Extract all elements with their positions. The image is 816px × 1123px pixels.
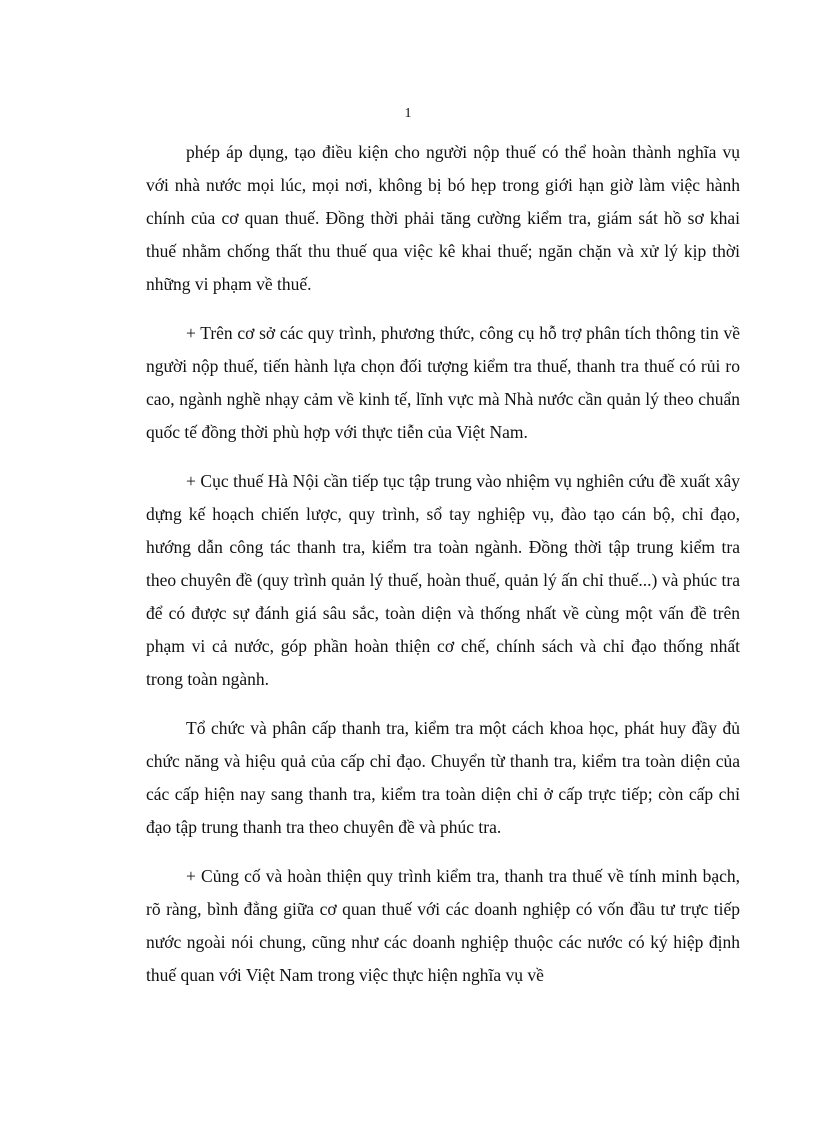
paragraph-3: + Cục thuế Hà Nội cần tiếp tục tập trung vào nhiệm vụ nghiên cứu đề xuất xây dựng kế hoạch chiến lược, quy trình, sổ tay nghiệp vụ, đào tạo cán bộ, chỉ đạo, hướng dẫn công tác thanh tra, kiểm tra toàn ngành. Đồng thời tập trung kiểm tra theo chuyên đề (quy trình quản lý thuế, hoàn thuế, quản lý ấn chỉ thuế...) và phúc tra để có được sự đánh giá sâu sắc, toàn diện và thống nhất về cùng một vấn đề trên phạm vi cả nước, góp phần hoàn thiện cơ chế, chính sách và chỉ đạo thống nhất trong toàn ngành. xyxy=(146,471,740,689)
page-number: 1 xyxy=(404,106,412,121)
paragraph-5: + Củng cố và hoàn thiện quy trình kiểm tra, thanh tra thuế về tính minh bạch, rõ ràng, bình đẳng giữa cơ quan thuế với các doanh nghiệp có vốn đầu tư trực tiếp nước ngoài nói chung, cũng như các doanh nghiệp thuộc các nước có ký hiệp định thuế quan với Việt Nam trong việc thực hiện nghĩa vụ về xyxy=(146,866,740,985)
paragraph-2: + Trên cơ sở các quy trình, phương thức, công cụ hỗ trợ phân tích thông tin về người nộp thuế, tiến hành lựa chọn đối tượng kiểm tra thuế, thanh tra thuế có rủi ro cao, ngành nghề nhạy cảm về kinh tế, lĩnh vực mà Nhà nước cần quản lý theo chuẩn quốc tế đồng thời phù hợp với thực tiễn của Việt Nam. xyxy=(146,323,740,442)
document-body xyxy=(146,136,740,992)
paragraph-1: phép áp dụng, tạo điều kiện cho người nộp thuế có thể hoàn thành nghĩa vụ với nhà nước mọi lúc, mọi nơi, không bị bó hẹp trong giới hạn giờ làm việc hành chính của cơ quan thuế. Đồng thời phải tăng cường kiểm tra, giám sát hồ sơ khai thuế nhằm chống thất thu thuế qua việc kê khai thuế; ngăn chặn và xử lý kịp thời những vi phạm về thuế. xyxy=(146,142,740,294)
paragraph-4: Tổ chức và phân cấp thanh tra, kiểm tra một cách khoa học, phát huy đầy đủ chức năng và hiệu quả của cấp chỉ đạo. Chuyển từ thanh tra, kiểm tra toàn diện của các cấp hiện nay sang thanh tra, kiểm tra toàn diện chỉ ở cấp trực tiếp; còn cấp chỉ đạo tập trung thanh tra theo chuyên đề và phúc tra. xyxy=(146,718,740,837)
